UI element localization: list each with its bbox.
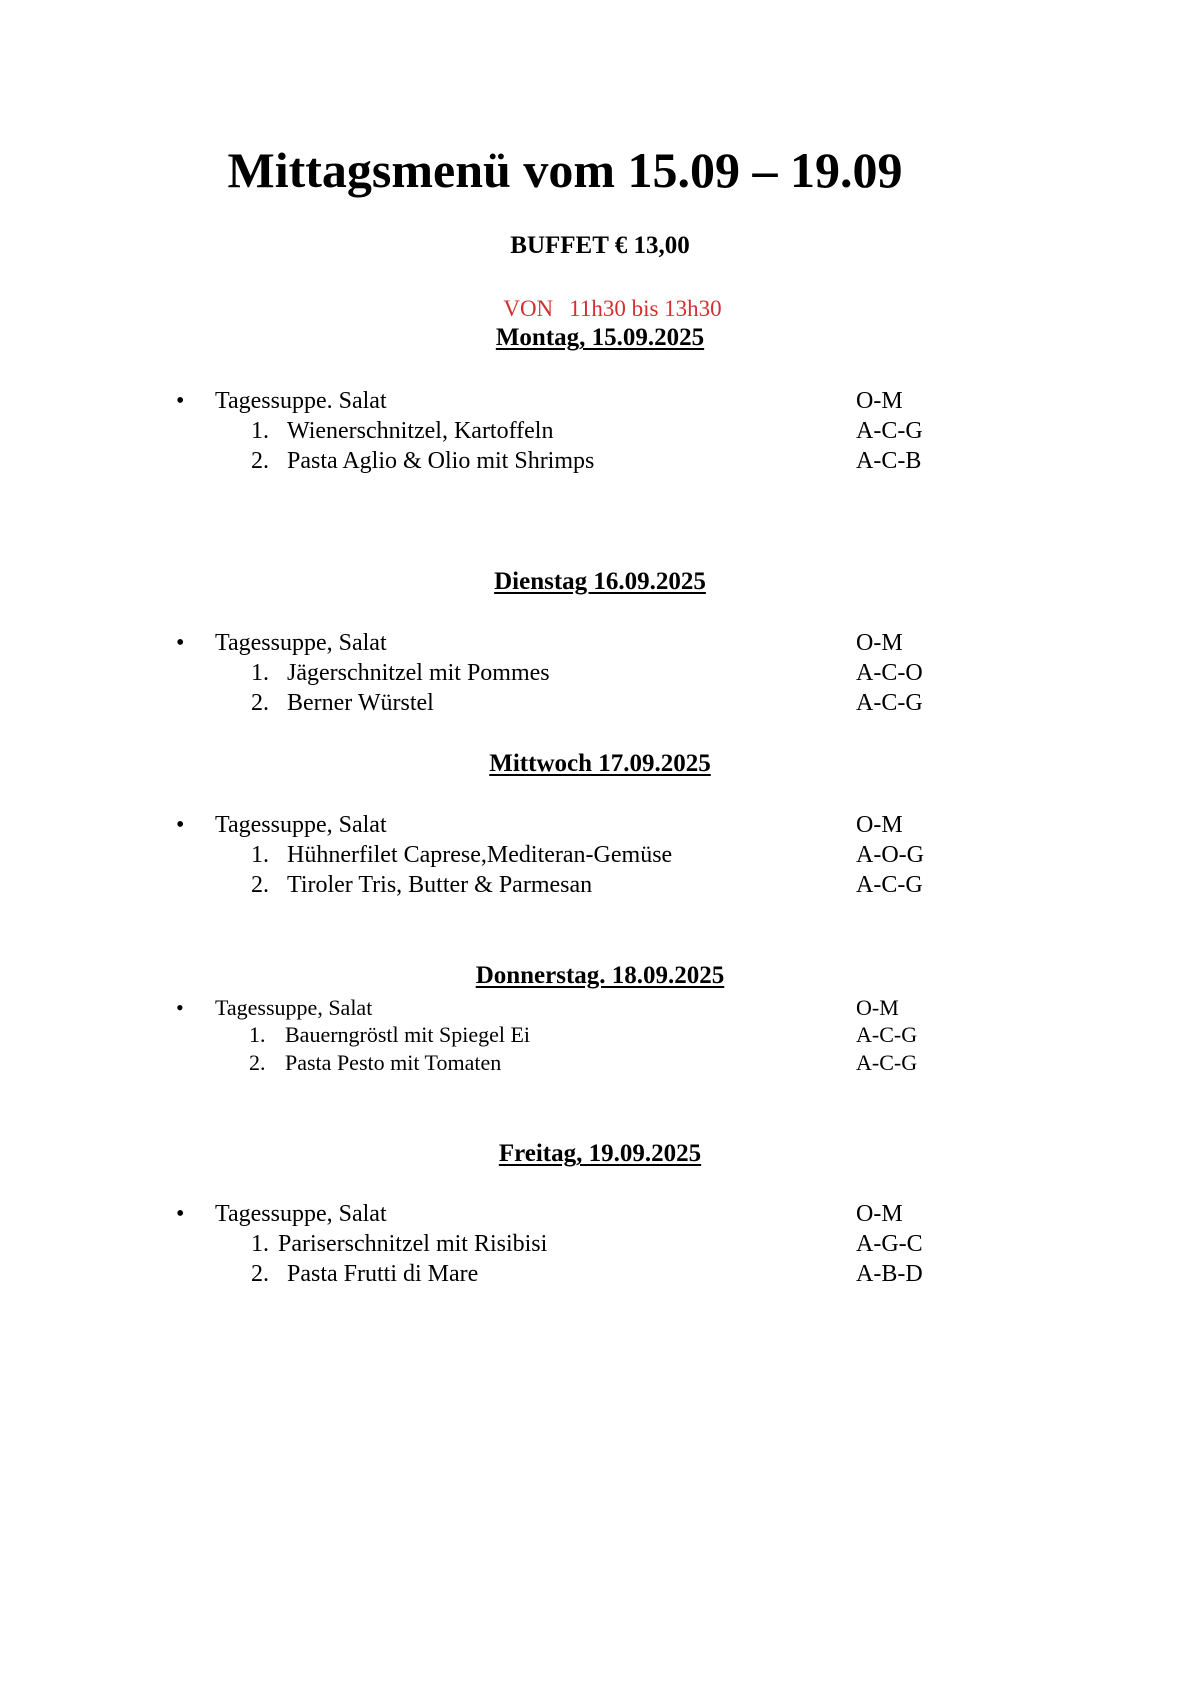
dish-number: 1. xyxy=(251,1231,269,1257)
dish-name: Pariserschnitzel mit Risibisi xyxy=(278,1231,548,1257)
soup-label: Tagessuppe, Salat xyxy=(215,995,373,1020)
dish-number: 2. xyxy=(251,448,269,474)
dish-number: 2. xyxy=(251,872,269,898)
bullet-icon: • xyxy=(176,812,185,838)
dish-number: 1. xyxy=(251,842,269,868)
soup-label: Tagessuppe. Salat xyxy=(215,388,387,414)
dish-name: Pasta Aglio & Olio mit Shrimps xyxy=(287,448,595,474)
allergen-code: A-C-O xyxy=(856,660,923,686)
page-title: Mittagsmenü vom 15.09 – 19.09 xyxy=(227,142,903,198)
opening-hours xyxy=(0,295,1190,323)
allergen-code: A-C-G xyxy=(856,1050,918,1075)
dish-number: 1. xyxy=(251,418,269,444)
dish-number: 1. xyxy=(251,660,269,686)
allergen-code: O-M xyxy=(856,388,903,414)
allergen-code: A-O-G xyxy=(856,842,924,868)
dish-number: 2. xyxy=(251,1261,269,1287)
dish-name: Berner Würstel xyxy=(287,690,434,716)
allergen-code: A-C-B xyxy=(856,448,922,474)
allergen-code: O-M xyxy=(856,630,903,656)
bullet-icon: • xyxy=(176,1201,185,1227)
soup-label: Tagessuppe, Salat xyxy=(215,812,387,838)
allergen-code: O-M xyxy=(856,995,899,1020)
dish-name: Jägerschnitzel mit Pommes xyxy=(287,660,550,686)
allergen-code: A-B-D xyxy=(856,1261,923,1287)
day-heading-mittwoch: Mittwoch 17.09.2025 xyxy=(489,750,711,777)
buffet-price: BUFFET € 13,00 xyxy=(510,232,690,259)
dish-number: 2. xyxy=(251,690,269,716)
allergen-code: A-G-C xyxy=(856,1231,923,1257)
dish-number: 1. xyxy=(249,1022,266,1047)
dish-name: Pasta Pesto mit Tomaten xyxy=(285,1050,502,1075)
dish-name: Pasta Frutti di Mare xyxy=(287,1261,479,1287)
allergen-code: A-C-G xyxy=(856,1022,918,1047)
dish-number: 2. xyxy=(249,1050,266,1075)
dish-name: Wienerschnitzel, Kartoffeln xyxy=(287,418,554,444)
opening-hours-von: VON xyxy=(503,296,554,321)
day-heading-dienstag: Dienstag 16.09.2025 xyxy=(494,568,706,595)
day-heading-freitag: Freitag, 19.09.2025 xyxy=(498,1140,702,1167)
dish-name: Bauerngröstl mit Spiegel Ei xyxy=(285,1022,531,1047)
bullet-icon: • xyxy=(176,630,185,656)
allergen-code: A-C-G xyxy=(856,690,923,716)
allergen-code: A-C-G xyxy=(856,872,923,898)
opening-hours-time: 11h30 bis 13h30 xyxy=(569,296,722,321)
soup-label: Tagessuppe, Salat xyxy=(215,1201,387,1227)
allergen-code: A-C-G xyxy=(856,418,923,444)
day-heading-donnerstag: Donnerstag. 18.09.2025 xyxy=(475,962,725,989)
allergen-code: O-M xyxy=(856,1201,903,1227)
bullet-icon: • xyxy=(176,995,184,1020)
soup-label: Tagessuppe, Salat xyxy=(215,630,387,656)
day-heading-montag: Montag, 15.09.2025 xyxy=(495,324,705,351)
dish-name: Hühnerfilet Caprese,Mediteran-Gemüse xyxy=(287,842,673,868)
allergen-code: O-M xyxy=(856,812,903,838)
bullet-icon: • xyxy=(176,388,185,414)
dish-name: Tiroler Tris, Butter & Parmesan xyxy=(287,872,593,898)
